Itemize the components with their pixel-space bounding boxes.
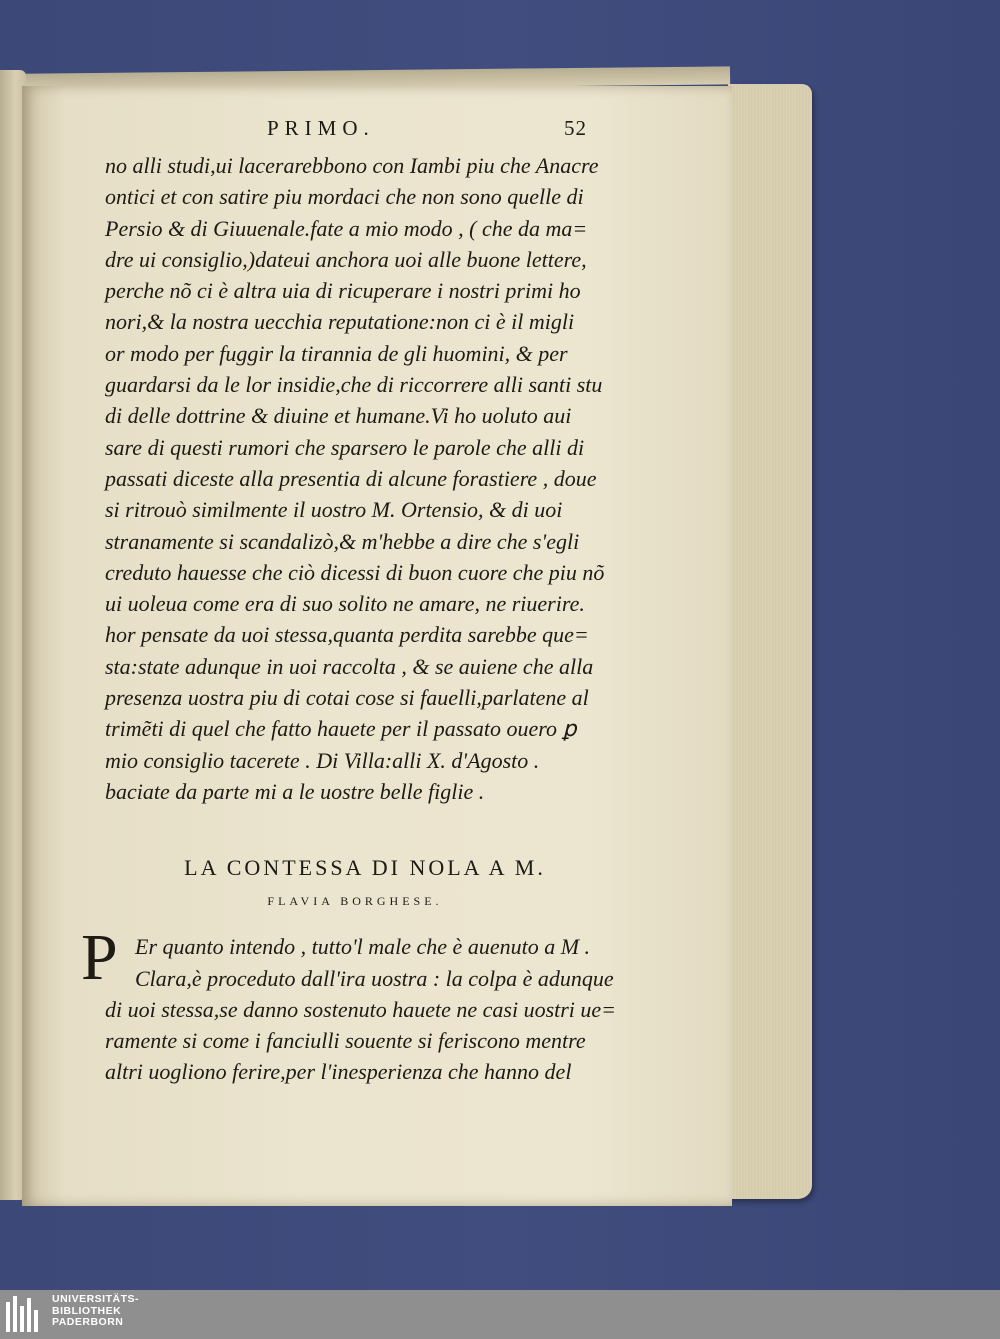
text-line: creduto hauesse che ciò dicessi di buon cuore che piu nõ [105, 559, 605, 585]
letter-ending [105, 150, 625, 807]
page-edges [728, 84, 812, 1199]
text-line: mio consiglio tacerete . Di Villa:alli X. d'Agosto . [105, 747, 540, 773]
text-line: hor pensate da uoi stessa,quanta perdita sarebbe que= [105, 622, 589, 648]
text-line: passati diceste alla presentia di alcune forastiere , doue [105, 465, 597, 491]
text-line: Persio & di Giuuenale.fate a mio modo , ( che da ma= [105, 215, 588, 241]
logo-line: PADERBORN [52, 1316, 124, 1328]
text-line: si ritrouò similmente il uostro M. Ortensio, & di uoi [105, 497, 563, 523]
text-line: sare di questi rumori che sparsero le parole che alli di [105, 434, 585, 460]
text-line: ontici et con satire piu mordaci che non sono quelle di [105, 184, 584, 210]
text-line: di uoi stessa,se danno sostenuto hauete ne casi uostri ue= [105, 996, 617, 1022]
text-line: no alli studi,ui lacerarebbono con Iambi piu che Anacre [105, 153, 599, 178]
text-line: trimẽti di quel che fatto hauete per il passato ouero ꝑ [105, 716, 577, 742]
logo-line: UNIVERSITÄTS- [52, 1293, 140, 1305]
text-line: nori,& la nostra uecchia reputatione:non ci è il migli [105, 309, 575, 335]
letter-heading: LA CONTESSA DI NOLA A M. [184, 855, 546, 881]
page-text [81, 110, 625, 1088]
library-logo-text [52, 1294, 139, 1329]
library-logo-icon [6, 1296, 42, 1332]
text-line: Er quanto intendo , tutto'l male che è auenuto a M . [135, 934, 591, 960]
library-footer [0, 1290, 1000, 1339]
text-line: dre ui consiglio,)dateui anchora uoi alle buone lettere, [105, 246, 587, 272]
text-line: or modo per fuggir la tirannia de gli huomini, & per [105, 340, 568, 366]
page-number: 52 [564, 116, 587, 140]
text-line: altri uogliono ferire,per l'inesperienza che hanno del [105, 1059, 572, 1085]
text-line: di delle dottrine & diuine et humane.Vi ho uoluto aui [105, 403, 572, 429]
drop-cap: P [81, 921, 118, 995]
text-line: presenza uostra piu di cotai cose si fauelli,parlatene al [105, 685, 589, 711]
text-line: ramente si come i fanciulli souente si feriscono mentre [105, 1028, 586, 1054]
text-line: Clara,è proceduto dall'ira uostra : la colpa è adunque [135, 965, 614, 991]
logo-line: BIBLIOTHEK [52, 1304, 122, 1317]
section-gap [105, 807, 625, 851]
text-line: ui uoleua come era di suo solito ne amare, ne riuerire. [105, 591, 585, 617]
text-line: perche nõ ci è altra uia di ricuperare i nostri primi ho [105, 278, 581, 304]
text-line: sta:state adunque in uoi raccolta , & se auiene che alla [105, 653, 594, 679]
running-head: PRIMO. [267, 116, 375, 140]
text-line: stranamente si scandalizò,& m'hebbe a dire che s'egli [105, 528, 580, 554]
text-line: baciate da parte mi a le uostre belle figlie . [105, 778, 485, 804]
letter-subheading: FLAVIA BORGHESE. [267, 894, 443, 909]
running-head-row [105, 110, 625, 150]
new-letter [81, 921, 625, 1087]
text-line: guardarsi da le lor insidie,che di riccorrere alli santi stu [105, 372, 603, 398]
